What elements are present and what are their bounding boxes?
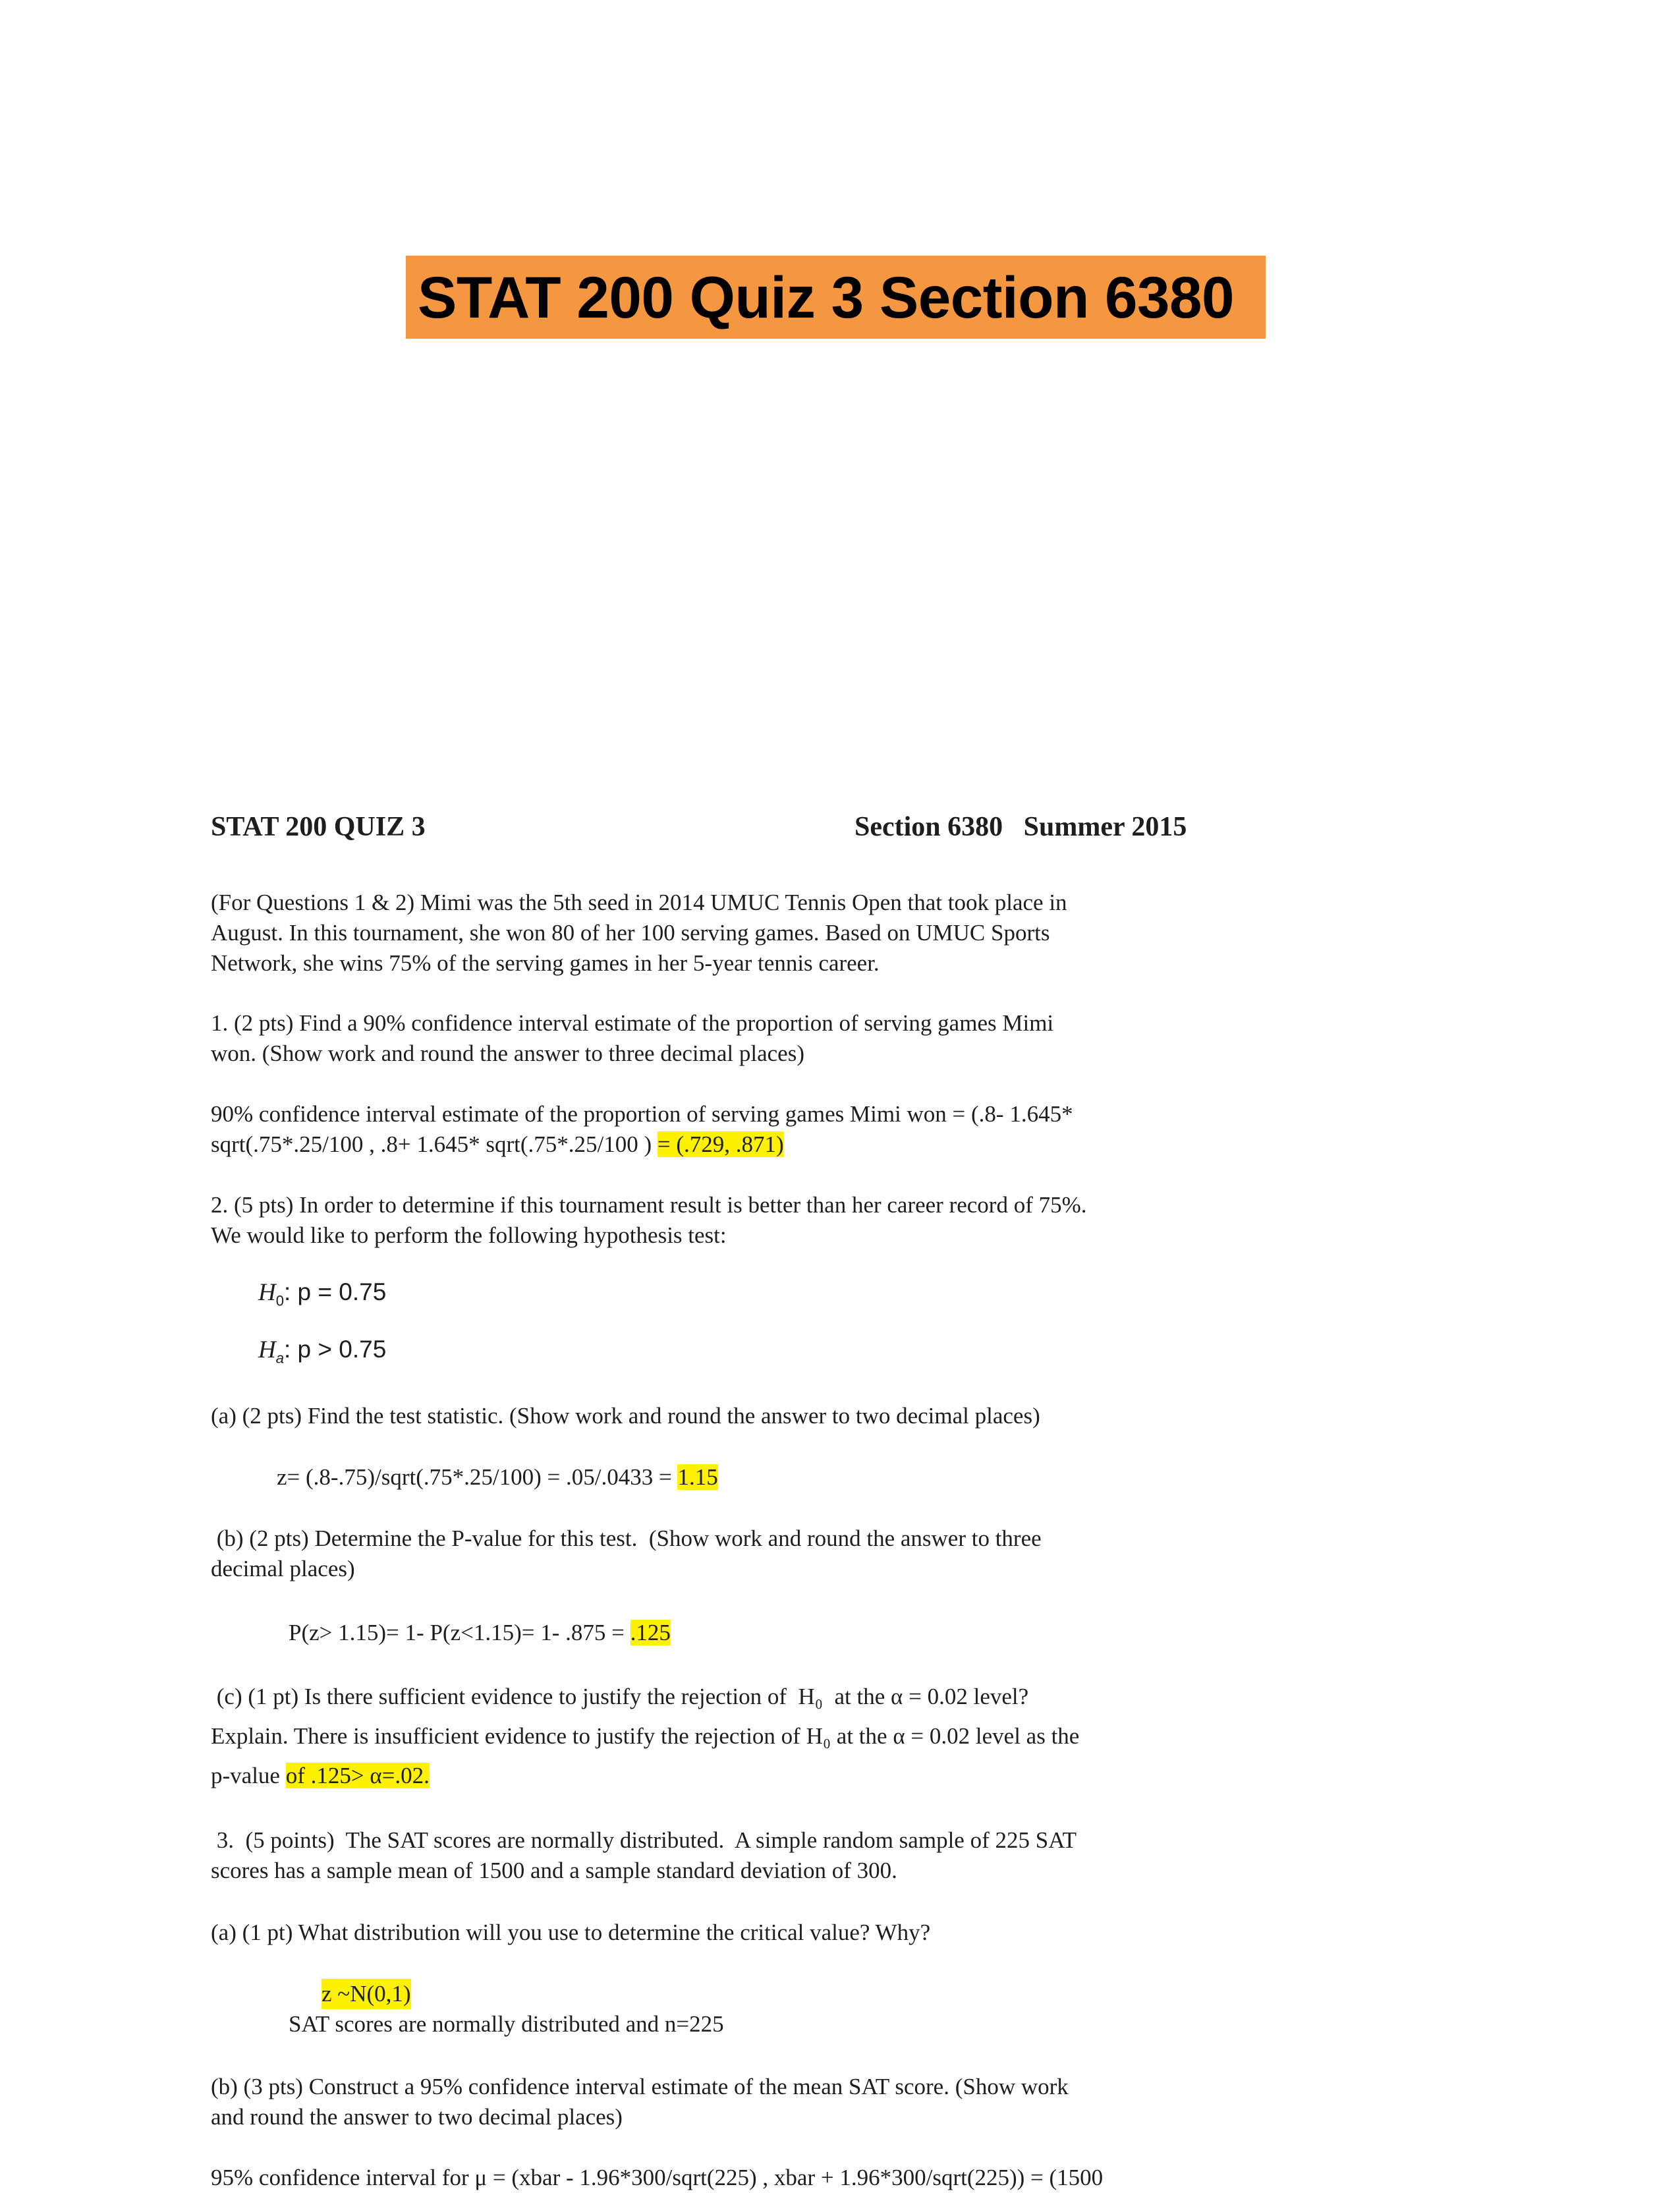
quiz-header-title: STAT 200 QUIZ 3	[211, 812, 426, 842]
q2-line-2: We would like to perform the following hypothesis test:	[211, 1222, 727, 1248]
q2c-pvalue-label: p-value	[211, 1763, 286, 1788]
q3-line-1: 3. (5 points) The SAT scores are normally distributed. A simple random sample of 225 SAT	[211, 1827, 1077, 1853]
q3a-reason: SAT scores are normally distributed and n=225	[289, 2011, 724, 2037]
null-hypothesis	[258, 1277, 386, 1316]
q2-line-1: 2. (5 pts) In order to determine if this tournament result is better than her career record of 75%.	[211, 1192, 1087, 1218]
q2a-work-text: z= (.8-.75)/sqrt(.75*.25/100) = .05/.0433 =	[277, 1464, 678, 1490]
q2b-answer-highlight: .125	[630, 1620, 671, 1645]
q3b-line-2: and round the answer to two decimal places)	[211, 2104, 623, 2130]
h0-subscript: 0	[275, 1292, 284, 1309]
q2c-line-1: (c) (1 pt) Is there sufficient evidence to justify the rejection of H₀ at the α = 0.02 level?	[211, 1684, 1029, 1709]
q1-line-2: won. (Show work and round the answer to three decimal places)	[211, 1040, 804, 1066]
q3-line-2: scores has a sample mean of 1500 and a sample standard deviation of 300.	[211, 1858, 897, 1883]
intro-line-1: (For Questions 1 & 2) Mimi was the 5th seed in 2014 UMUC Tennis Open that took place in	[211, 890, 1067, 915]
q1-answer-line-1: 90% confidence interval estimate of the proportion of serving games Mimi won = (.8- 1.645*	[211, 1101, 1073, 1127]
q3a-answer-highlight: z ~N(0,1)	[322, 1979, 411, 2009]
q3a-prompt: (a) (1 pt) What distribution will you use to determine the critical value? Why?	[211, 1920, 931, 1945]
q2b-line-2: decimal places)	[211, 1556, 355, 1581]
q2b-work-text: P(z> 1.15)= 1- P(z<1.15)= 1- .875 =	[289, 1620, 630, 1645]
intro-line-2: August. In this tournament, she won 80 of her 100 serving games. Based on UMUC Sports	[211, 920, 1050, 946]
q2a-prompt: (a) (2 pts) Find the test statistic. (Show work and round the answer to two decimal places)	[211, 1403, 1040, 1429]
ha-symbol: H	[258, 1336, 276, 1363]
h0-symbol: H	[258, 1279, 276, 1306]
q1-line-1: 1. (2 pts) Find a 90% confidence interval estimate of the proportion of serving games Mimi	[211, 1010, 1054, 1036]
q2c-line-3	[211, 1761, 430, 1791]
document-title-banner: STAT 200 Quiz 3 Section 6380	[406, 256, 1266, 339]
q2b-line-1: (b) (2 pts) Determine the P-value for this test. (Show work and round the answer to three	[211, 1525, 1042, 1551]
q2b-work	[289, 1618, 671, 1648]
q2a-work	[277, 1462, 718, 1493]
ha-subscript: a	[275, 1350, 284, 1367]
q2c-answer-highlight: of .125> α=.02.	[285, 1763, 430, 1788]
ha-statement: : p > 0.75	[283, 1336, 387, 1363]
intro-line-3: Network, she wins 75% of the serving games in her 5-year tennis career.	[211, 950, 880, 976]
alternative-hypothesis	[258, 1334, 386, 1373]
q1-answer-highlight: = (.729, .871)	[657, 1131, 784, 1157]
h0-statement: : p = 0.75	[283, 1278, 387, 1305]
q1-answer-line-2	[211, 1129, 784, 1160]
quiz-header-section: Section 6380 Summer 2015	[854, 812, 1187, 842]
q3b-answer-cut-off: 95% confidence interval for μ = (xbar - 1.96*300/sqrt(225) , xbar + 1.96*300/sqrt(225)) = (1500	[211, 2165, 1104, 2190]
q2a-answer-highlight: 1.15	[677, 1464, 718, 1490]
q3b-line-1: (b) (3 pts) Construct a 95% confidence interval estimate of the mean SAT score. (Show work	[211, 2074, 1069, 2099]
q1-answer-work: sqrt(.75*.25/100 , .8+ 1.645* sqrt(.75*.25/100 )	[211, 1131, 658, 1157]
q2c-line-2: Explain. There is insufficient evidence to justify the rejection of H₀ at the α = 0.02 level as the	[211, 1723, 1080, 1749]
